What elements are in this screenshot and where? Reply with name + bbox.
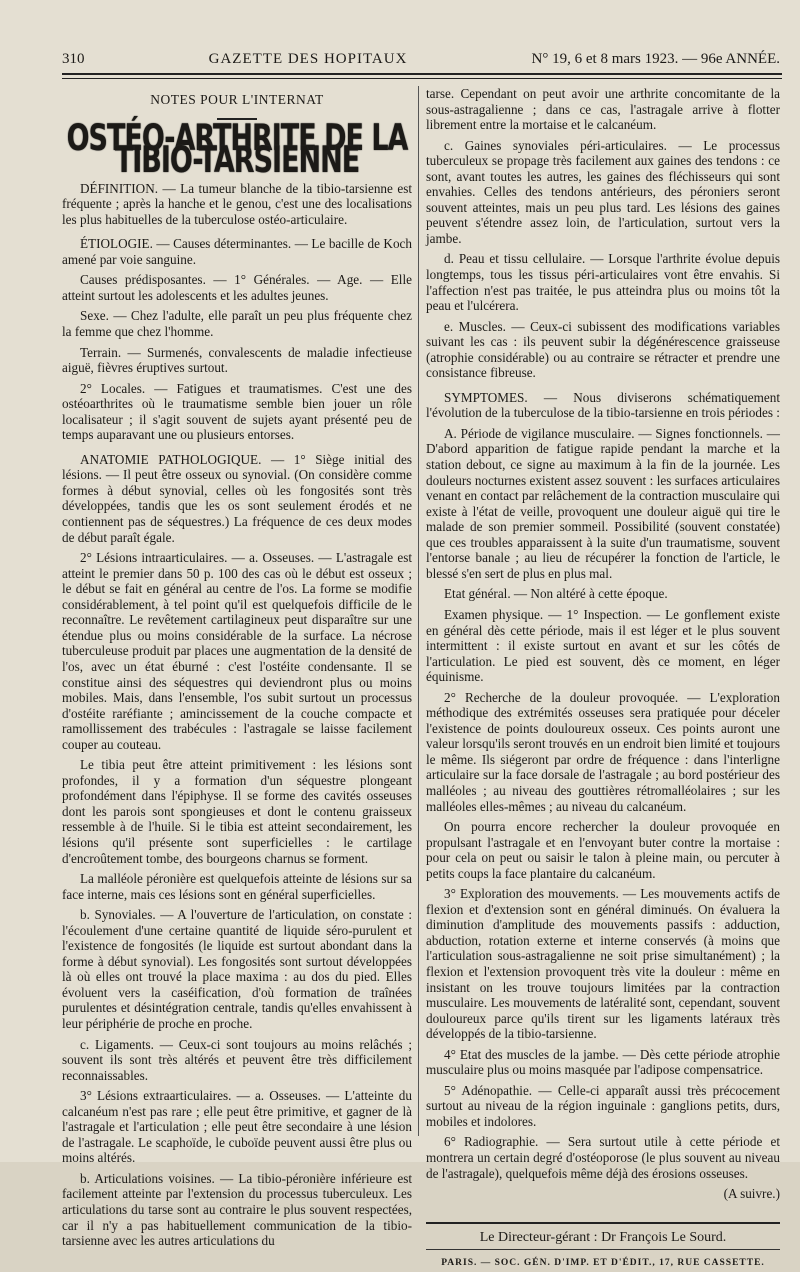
paragraph: 3° Exploration des mouvements. — Les mouvements actifs de flexion et d'extension sont en général diminués. On évaluera la diminution d'amplitude des mouvements passifs : adduction, abduction, rotation externe et interne conservés (à moins que l'articulation sous-astragalienne ne soit prise simultanément) ; la flexion et l'extension provoquent très vite la douleur : même en insistant on les trouve toujours limitées par la contraction musculaire. Les mouvements de latéralité sont, cependant, souvent douloureux parce qu'ils tirent sur les ligaments latéraux très développés de la tibio-tarsienne. xyxy=(426,886,780,1042)
paragraph: SYMPTOMES. — Nous diviserons schématiquement l'évolution de la tuberculose de la tibio-tarsienne en trois périodes : xyxy=(426,389,780,421)
article-title: OSTÉO-ARTHRITE DE LA TIBIO-TARSIENNE xyxy=(66,117,408,181)
paragraph: Terrain. — Surmenés, convalescents de maladie infectieuse aiguë, fièvres éruptives surtout. xyxy=(62,344,412,376)
paragraph: 6° Radiographie. — Sera surtout utile à cette période et montrera un certain degré d'ostéoporose (le plus souvent au niveau de l'astragale), quelquefois même déjà des érosions osseuses. xyxy=(426,1134,780,1181)
paragraph: Etat général. — Non altéré à cette époque. xyxy=(444,586,668,602)
issue-line: N° 19, 6 et 8 mars 1923. — 96e ANNÉE. xyxy=(531,50,780,67)
column-divider xyxy=(418,86,419,1136)
paragraph: Causes prédisposantes. — 1° Générales. — Age. — Elle atteint surtout les adolescents et les adultes jeunes. xyxy=(62,272,412,303)
paragraph: La malléole péronière est quelquefois atteinte de lésions sur sa face interne, mais ces lésions sont en général superficielles. xyxy=(62,871,412,902)
paragraph: 2° Recherche de la douleur provoquée. — L'exploration méthodique des extrémités osseuses sera pratiquée pour déceler l'existence de points douloureux osseux. Ces points auront une valeur lorsqu'ils seront trouvés en un endroit bien limité et toujours le même. Ils siégeront par ordre de fréquence : dans l'interligne articulaire sur la face dorsale de l'astragale ; au bord postérieur des malléoles ; au niveau des gouttières rétromalléolaires ; sur les malléoles elles-mêmes ; au niveau du calcanéum. xyxy=(426,689,780,814)
imprint-line: PARIS. — SOC. GÉN. D'IMP. ET D'ÉDIT., 17, RUE CASSETTE. xyxy=(426,1249,780,1272)
paragraph: On pourra encore rechercher la douleur provoquée en propulsant l'astragale et en l'envoyant buter contre la mortaise : pour cela on peut ou saisir le talon à pleine main, ou percuter à petits coups la face plantaire du calcanéum. xyxy=(426,819,780,881)
paragraph: e. Muscles. — Ceux-ci subissent des modifications variables suivant les cas : ils peuvent subir la dégénérescence graisseuse (atrophie considérable) ou au contraire se rétracter et prendre une consistance fibreuse. xyxy=(426,318,780,381)
paragraph: 5° Adénopathie. — Celle-ci apparaît aussi très précocement surtout au niveau de la région inguinale : ganglions petits, durs, mobiles et indolores. xyxy=(426,1082,780,1129)
paragraph: 2° Lésions intraarticulaires. — a. Osseuses. — L'astragale est atteint le premier dans 50 p. 100 des cas où le début est osseux ; le début se fait en général au centre de l'os. La forme se modifie considérablement, à tel point qu'il est quelquefois difficile de le reconnaître. Le revêtement cartilagineux peut disparaître sur une étendue plus ou moins considérable de la surface. La nécrose tuberculeuse produit par places une augmentation de la densité de l'os, avec un état éburné : c'est l'ostéite condensante. Il se constitue ainsi des séquestres qui deviendront plus ou moins mobiles. Mais, dans l'ensemble, l'os subit surtout un processus d'ostéite raréfiante ; amincissement de la couche compacte et ramollissement des trabécules : l'astragale se laisse facilement couper au couteau. xyxy=(62,550,412,752)
paragraph: DÉFINITION. — La tumeur blanche de la tibio-tarsienne est fréquente ; après la hanche et le genou, c'est une des localisations les plus habituelles de la tuberculose ostéo-articulaire. xyxy=(62,180,412,227)
paragraph: Examen physique. — 1° Inspection. — Le gonflement existe en général dès cette période, mais il est léger et le plus souvent intermittent : il existe surtout en avant et sur les côtés de l'articulation. Le pied est souvent, dès ce moment, en léger équinisme. xyxy=(426,606,780,685)
paragraph: ÉTIOLOGIE. — Causes déterminantes. — Le bacille de Koch amené par voie sanguine. xyxy=(62,236,412,267)
page-header xyxy=(62,48,780,70)
paragraph: 2° Locales. — Fatigues et traumatismes. C'est une des ostéoarthrites où le traumatisme semble bien jouer un rôle localisateur ; il s'agit souvent de sujets ayant présenté peu de temps auparavant une ou plusieurs entorses. xyxy=(62,380,412,443)
paragraph: c. Ligaments. — Ceux-ci sont toujours au moins relâchés ; souvent ils sont très altérés et peuvent être très difficilement reconnaissables. xyxy=(62,1036,412,1083)
right-column xyxy=(426,86,780,1272)
continued-note: (A suivre.) xyxy=(723,1186,780,1202)
paragraph: c. Gaines synoviales péri-articulaires. — Le processus tuberculeux se propage très facilement aux gaines des tendons : ce sont, avant toutes les autres, les gaines des fléchisseurs qui sont envahies. Celles des tendons antérieurs, des péroniers seront souvent atteintes, mais un peu plus tard. Les lésions des gaines peuvent s'étendre assez loin, de l'articulation, surtout vers la jambe. xyxy=(426,137,780,246)
paragraph: 4° Etat des muscles de la jambe. — Dès cette période atrophie musculaire plus ou moins masquée par l'adipose compensatrice. xyxy=(426,1046,780,1078)
paragraph: b. Synoviales. — A l'ouverture de l'articulation, on constate : l'écoulement d'une certaine quantité de liquide séro-purulent et l'existence de fongosités (le liquide est surtout abondant dans la forme à début synovial). Les fongosités sont surtout développées là où elles ont trouvé la place maxima : au dos du pied. Elles évoluent vers la caséification, d'où formation de traînées purulentes et désintégration centrale, tandis qu'elles envahissent à leur périphérie de proche en proche. xyxy=(62,907,412,1031)
paragraph: tarse. Cependant on peut avoir une arthrite concomitante de la sous-astragalienne ; dans ce cas, l'astragale arrive à flotter librement entre la mortaise et le calcanéum. xyxy=(426,86,780,133)
left-column xyxy=(62,86,412,1254)
paragraph: 3° Lésions extraarticulaires. — a. Osseuses. — L'atteinte du calcanéum n'est pas rare ; elle peut être primitive, et gagner de là l'astragale et l'articulation ; elle peut être secondaire à une lésion de l'astragale. Le scaphoïde, le cuboïde peuvent aussi être plus ou moins altérés. xyxy=(62,1088,412,1166)
director-line: Le Directeur-gérant : Dr François Le Sourd. xyxy=(479,1229,727,1245)
paragraph: Sexe. — Chez l'adulte, elle paraît un peu plus fréquente chez la femme que chez l'homme. xyxy=(62,308,412,340)
paragraph: A. Période de vigilance musculaire. — Signes fonctionnels. — D'abord apparition de fatigue rapide pendant la marche et la station debout, ce signe au maximum à la fin de la journée. Les douleurs nocturnes existent assez souvent : les surfaces articulaires venant en contact par relâchement de la contraction musculaire qui existe à l'état de veille, provoquent une douleur aiguë qui tire le malade de son premier sommeil. Possibilité (souvent constatée) que ces troubles apparaissent à la suite d'un traumatisme, souvent l'entorse banale ; au lieu de récupérer la fonction de l'article, le blessé s'en sert de plus en plus mal. xyxy=(426,425,780,581)
footer-rule xyxy=(426,1222,780,1224)
paragraph: d. Peau et tissu cellulaire. — Lorsque l'arthrite évolue depuis longtemps, tous les tissus péri-articulaires vont être envahis. Si l'affection n'est pas traitée, le pus atteindra plus ou moins tôt la peau et l'ulcérera. xyxy=(426,251,780,314)
section-label: NOTES POUR L'INTERNAT xyxy=(150,92,324,107)
header-rule-thin xyxy=(62,78,782,79)
journal-title: GAZETTE DES HOPITAUX xyxy=(208,50,408,67)
paragraph: Le tibia peut être atteint primitivement : les lésions sont profondes, il y a formation d'un séquestre plongeant profondément dans l'épiphyse. Il se forme des cavités osseuses dont les parois sont spongieuses et dont le contenu graisseux ressemble à de l'huile. Si le tibia est atteint secondairement, les lésions qu'il présente sont superficielles : le cartilage d'encroûtement tombe, des bourgeons charnus se forment. xyxy=(62,757,412,866)
paragraph: b. Articulations voisines. — La tibio-péronière inférieure est facilement atteinte par l'extension du processus tuberculeux. Les articulations du tarse sont au contraire le plus souvent respectées, car il n'y a pas habituellement communication de la tibio-tarsienne avec les autres articulations du xyxy=(62,1170,412,1249)
paragraph: ANATOMIE PATHOLOGIQUE. — 1° Siège initial des lésions. — Il peut être osseux ou synovial. (On considère comme formes à début synovial, celles où les fongosités sont très développées, tandis que les os sont seulement érodés et ne contiennent pas de séquestres.) La fréquence de ces deux modes de début paraît égale. xyxy=(62,451,412,545)
page-number: 310 xyxy=(62,50,85,67)
header-rule xyxy=(62,73,782,75)
